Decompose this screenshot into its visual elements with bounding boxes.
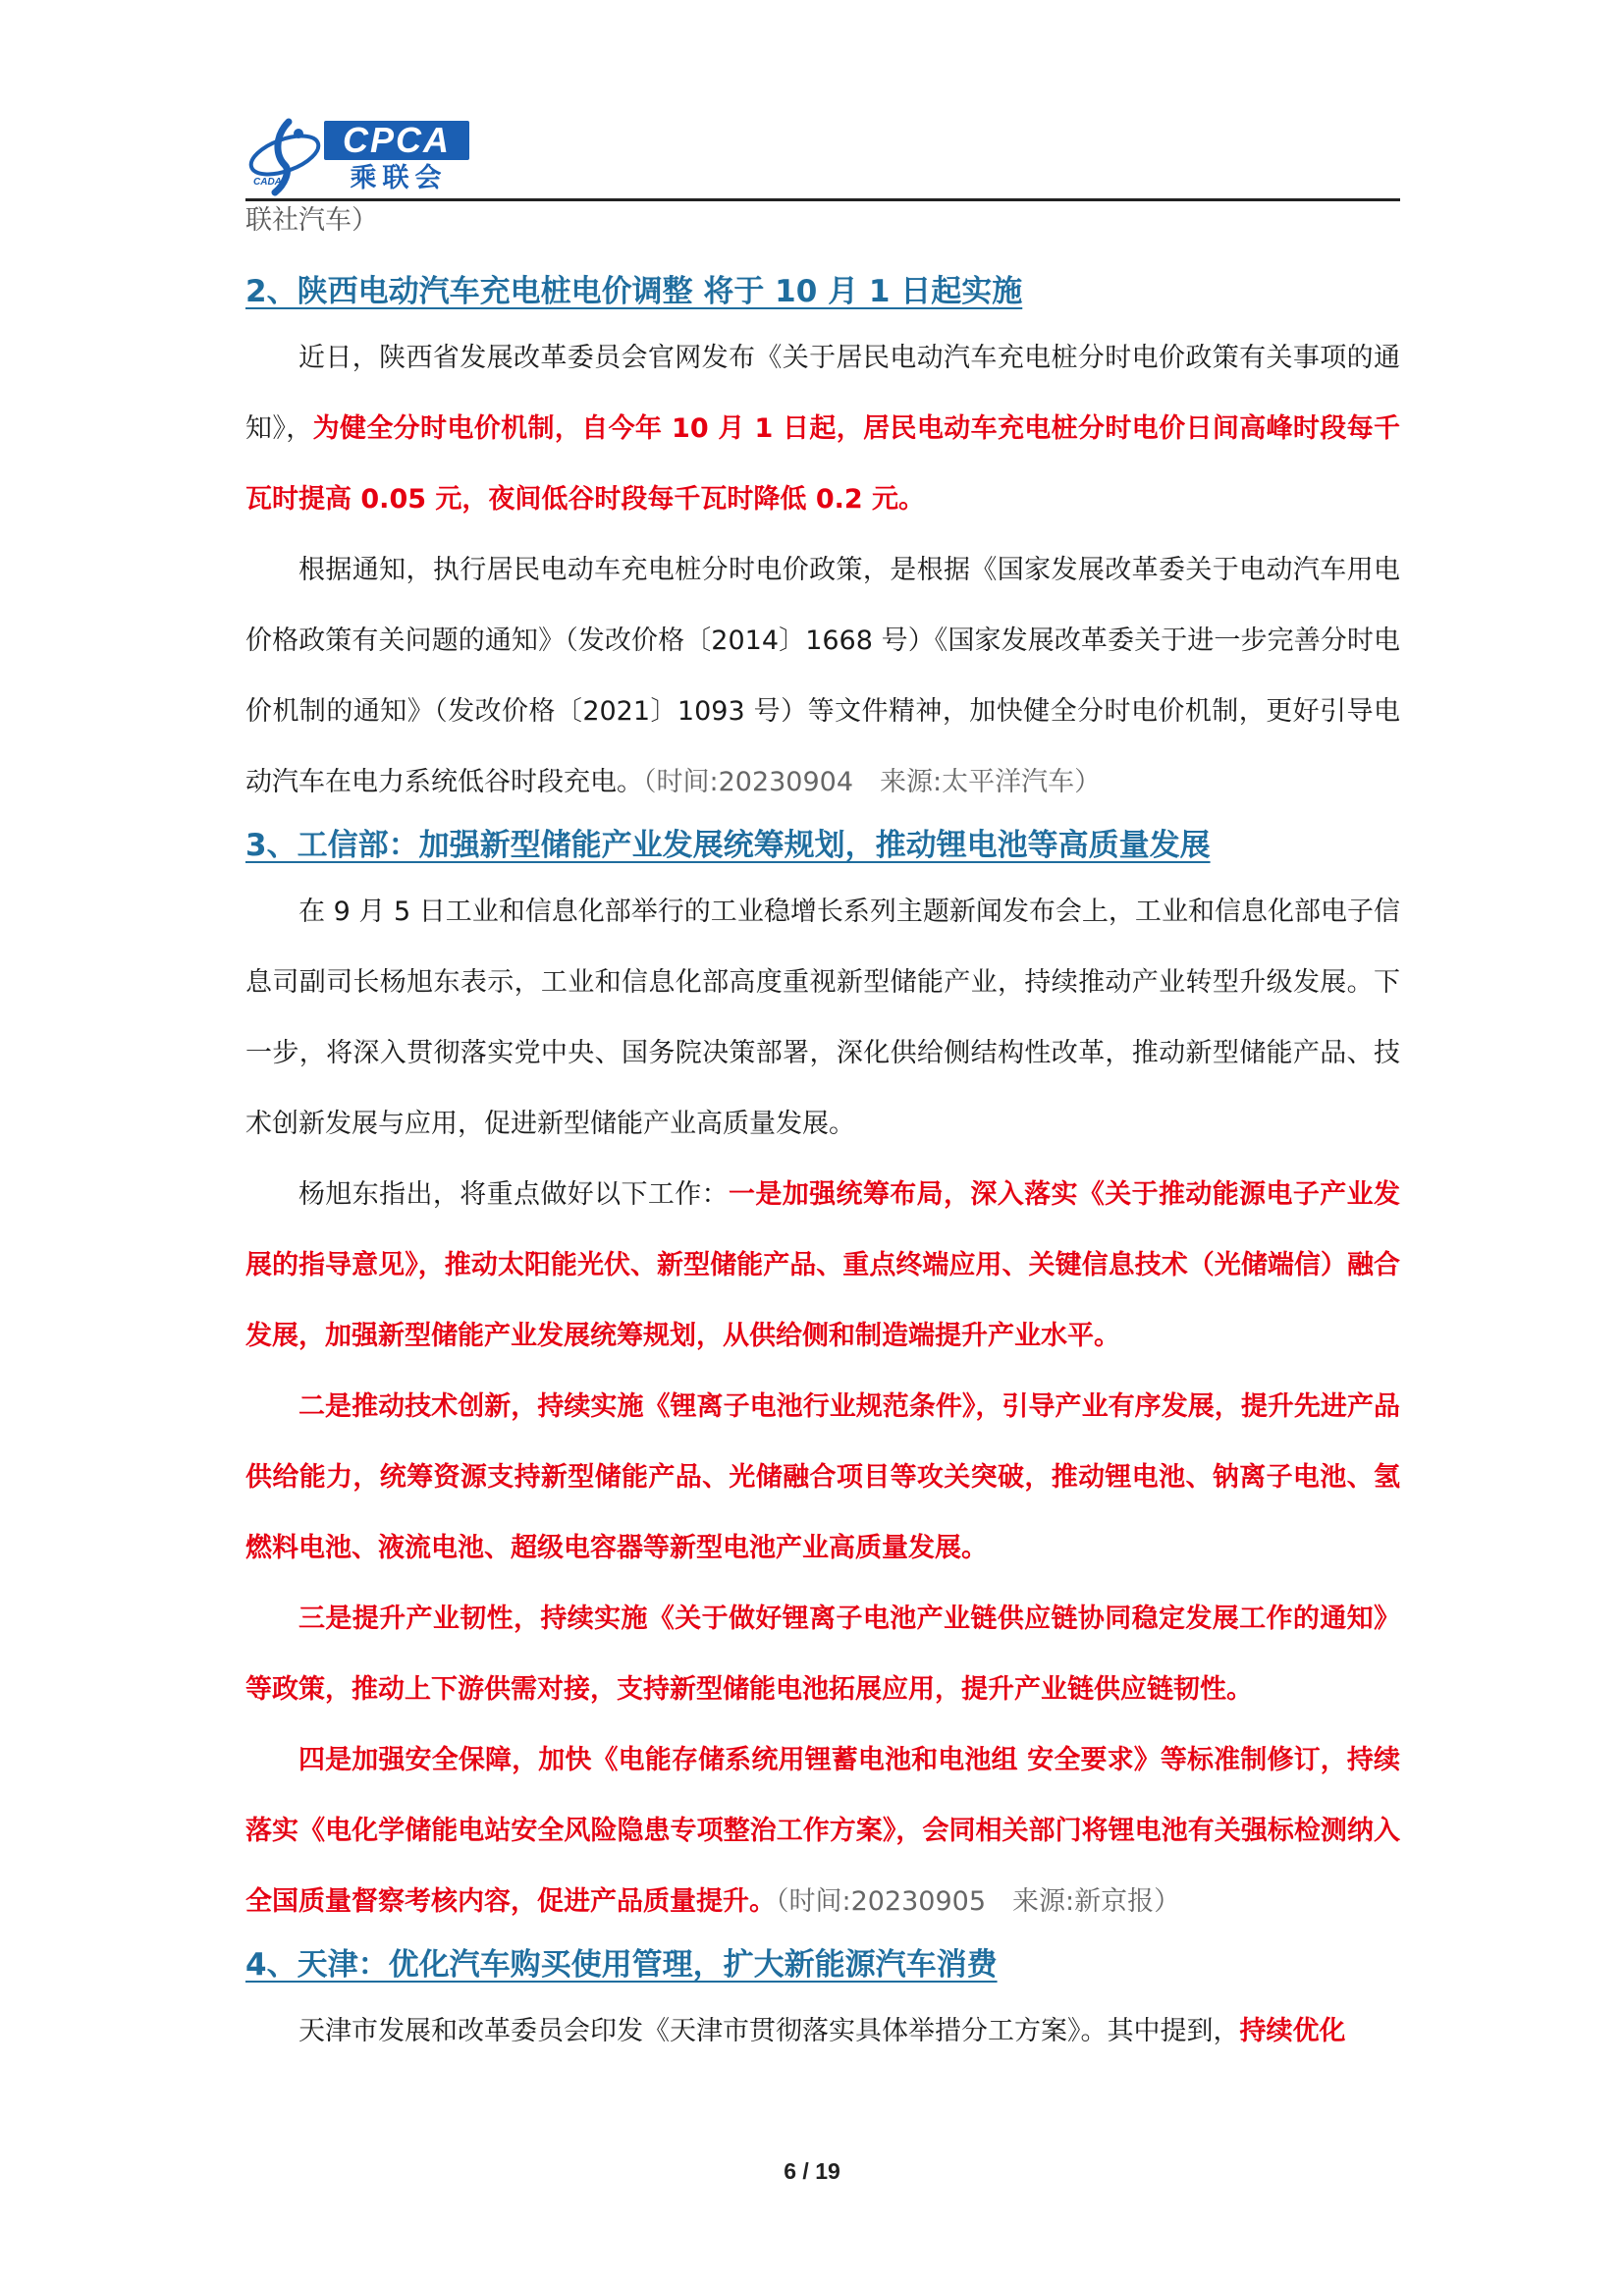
- section-heading-4: 4、天津：优化汽车购买使用管理，扩大新能源汽车消费: [245, 1947, 998, 1983]
- paragraph: [245, 535, 1400, 818]
- paragraph: [245, 1584, 1400, 1725]
- section-heading-2: 2、陕西电动汽车充电桩电价调整 将于 10 月 1 日起实施: [245, 274, 1023, 309]
- paragraph: [245, 1160, 1400, 1372]
- paragraph: [245, 877, 1400, 1160]
- paragraph: [245, 323, 1400, 535]
- paragraph-emphasis: 一是加强统筹布局，深入落实《关于推动能源电子产业发展的指导意见》，推动太阳能光伏、新型储能产品、重点终端应用、关键信息技术（光储端信）融合发展，加强新型储能产业发展统筹规划，从供给侧和制造端提升产业水平。: [245, 1179, 1400, 1351]
- document-body: [245, 201, 1400, 2067]
- paragraph: [245, 1372, 1400, 1584]
- paragraph: [245, 1996, 1400, 2067]
- cpca-logo: CPCA: [324, 121, 469, 160]
- paragraph-text: 根据通知，执行居民电动车充电桩分时电价政策，是根据《国家发展改革委关于电动汽车用电价格政策有关问题的通知》（发改价格〔2014〕1668 号）《国家发展改革委关于进一步完善分时电价机制的通知》（发改价格〔2021〕1093 号）等文件精神，加快健全分时电价机制，更好引导电动汽车在电力系统低谷时段充电。: [245, 555, 1400, 797]
- cada-logo-text: CADA: [253, 177, 282, 188]
- paragraph-emphasis: 二是推动技术创新，持续实施《锂离子电池行业规范条件》，引导产业有序发展，提升先进产品供给能力，统筹资源支持新型储能产品、光储融合项目等攻关突破，推动锂电池、钠离子电池、氢燃料电池、液流电池、超级电容器等新型电池产业高质量发展。: [245, 1391, 1400, 1563]
- paragraph-emphasis: 三是提升产业韧性，持续实施《关于做好锂离子电池产业链供应链协同稳定发展工作的通知》等政策，推动上下游供需对接，支持新型储能电池拓展应用，提升产业链供应链韧性。: [245, 1604, 1400, 1705]
- page-total: 19: [815, 2158, 840, 2184]
- paragraph-text: 在 9 月 5 日工业和信息化部举行的工业稳增长系列主题新闻发布会上，工业和信息化部电子信息司副司长杨旭东表示，工业和信息化部高度重视新型储能产业，持续推动产业转型升级发展。下一步，将深入贯彻落实党中央、国务院决策部署，深化供给侧结构性改革，推动新型储能产品、技术创新发展与应用，促进新型储能产业高质量发展。: [245, 897, 1400, 1139]
- paragraph-text: 杨旭东指出，将重点做好以下工作：: [298, 1179, 729, 1210]
- paragraph-text: 近日，陕西省发展改革委员会官网发布《关于居民电动汽车充电桩分时电价政策有关事项的通知》，: [245, 343, 1400, 444]
- section-heading-3: 3、工信部：加强新型储能产业发展统筹规划，推动锂电池等高质量发展: [245, 828, 1211, 863]
- source-note: （时间:20230905 来源:新京报）: [776, 1886, 1181, 1917]
- paragraph-emphasis: 持续优化: [1239, 2016, 1346, 2046]
- continuation-text: 联社汽车）: [245, 205, 378, 236]
- paragraph-text: 天津市发展和改革委员会印发《天津市贯彻落实具体举措分工方案》。其中提到，: [298, 2016, 1240, 2046]
- page-separator: /: [796, 2158, 816, 2184]
- paragraph-emphasis: 为健全分时电价机制，自今年 10 月 1 日起，居民电动车充电桩分时电价日间高峰时段每千瓦时提高 0.05 元，夜间低谷时段每千瓦时降低 0.2 元。: [245, 413, 1400, 515]
- source-note: （时间:20230904 来源:太平洋汽车）: [643, 767, 1102, 797]
- paragraph: [245, 1725, 1400, 1937]
- cpca-logo-subtitle: 乘联会: [350, 163, 448, 193]
- page-number: [0, 2158, 1624, 2185]
- page-header: [245, 116, 1400, 198]
- paragraph-emphasis: 四是加强安全保障，加快《电能存储系统用锂蓄电池和电池组 安全要求》等标准制修订，持续落实《电化学储能电站安全风险隐患专项整治工作方案》，会同相关部门将锂电池有关强标检测纳入全国质量督察考核内容，促进产品质量提升。: [245, 1745, 1400, 1917]
- page-current: 6: [784, 2158, 797, 2184]
